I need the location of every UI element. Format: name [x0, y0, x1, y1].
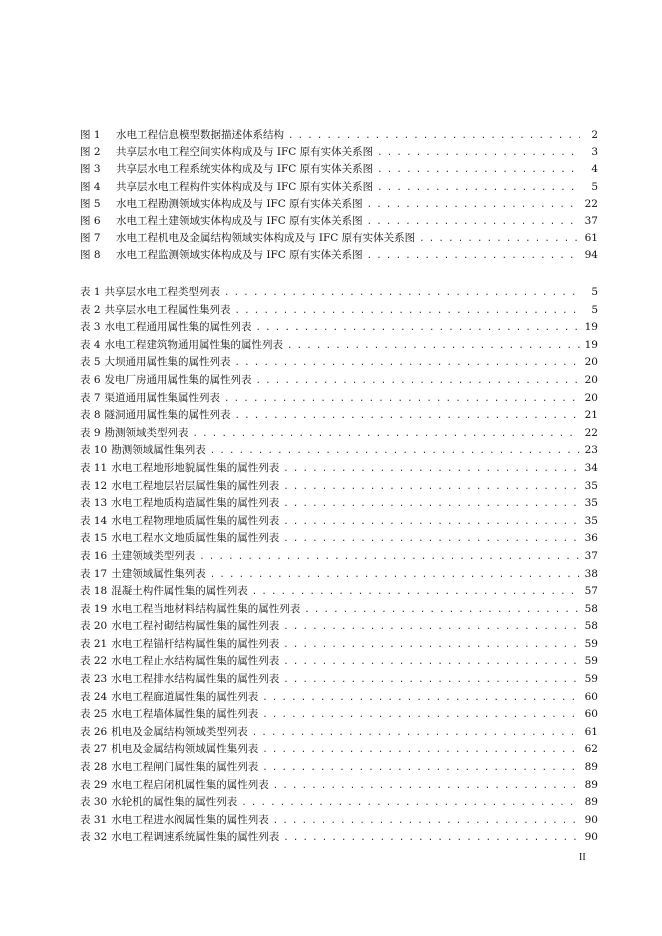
table-entry-label: 表 25: [80, 708, 108, 721]
dot-leader: [262, 760, 580, 778]
table-entry-title: 水电工程地形地貌属性集的属性列表: [111, 461, 280, 474]
figure-entry-label: 图 4: [80, 180, 101, 193]
figure-entry-page-number: 22: [584, 197, 598, 210]
table-entry-page-number: 58: [584, 602, 598, 615]
table-entry[interactable]: [80, 548, 598, 566]
table-entry-title: 水电工程地层岩层属性集的属性列表: [111, 479, 280, 492]
table-entry-title: 水电工程衬砌结构属性集的属性列表: [111, 620, 280, 633]
dot-leader: [235, 303, 580, 321]
table-entry-label: 表 28: [80, 761, 108, 774]
dot-leader: [210, 567, 580, 585]
table-entry[interactable]: [80, 530, 598, 548]
dot-leader: [377, 180, 580, 197]
dot-leader: [283, 479, 580, 497]
figure-entry-label: 图 5: [80, 197, 101, 210]
dot-leader: [210, 443, 580, 461]
dot-leader: [252, 584, 580, 602]
table-entry[interactable]: [80, 372, 598, 390]
table-entry-label: 表 4: [80, 338, 101, 351]
figure-entry[interactable]: [80, 213, 598, 230]
table-entry-page-number: 59: [584, 673, 598, 686]
dot-leader: [288, 128, 580, 145]
table-entry-page-number: 20: [584, 356, 598, 369]
dot-leader: [256, 320, 580, 338]
table-entry-label: 表 2: [80, 303, 101, 316]
table-entry-page-number: 34: [584, 461, 598, 474]
table-entry[interactable]: [80, 302, 598, 320]
table-entry-page-number: 35: [584, 514, 598, 527]
figure-entry[interactable]: [80, 144, 598, 161]
table-entry-page-number: 38: [584, 567, 598, 580]
figure-entry-label: 图 6: [80, 214, 101, 227]
table-entry[interactable]: [80, 478, 598, 496]
table-entry-title: 机电及金属结构领域类型列表: [111, 725, 248, 738]
table-entry-page-number: 89: [584, 778, 598, 791]
table-entry-label: 表 15: [80, 532, 108, 545]
dot-leader: [252, 725, 580, 743]
dot-leader: [283, 514, 580, 532]
table-entry[interactable]: [80, 495, 598, 513]
table-entry-page-number: 37: [584, 549, 598, 562]
table-entry-page-number: 36: [584, 532, 598, 545]
table-entry-page-number: 59: [584, 637, 598, 650]
table-entry-label: 表 31: [80, 813, 108, 826]
table-entry-page-number: 60: [584, 690, 598, 703]
page-number: II: [579, 852, 586, 863]
dot-leader: [283, 637, 580, 655]
table-entry-title: 水电工程进水阀属性集的属性列表: [111, 813, 269, 826]
table-entry-page-number: 60: [584, 708, 598, 721]
dot-leader: [283, 672, 580, 690]
table-entry[interactable]: [80, 337, 598, 355]
dot-leader: [367, 197, 580, 214]
table-entry-title: 发电厂房通用属性集的属性列表: [104, 373, 252, 386]
table-entry[interactable]: [80, 390, 598, 408]
table-entry-title: 混凝土构件属性集的属性列表: [111, 585, 248, 598]
table-entry-title: 水电工程墙体属性集的属性列表: [111, 708, 259, 721]
table-entry[interactable]: [80, 829, 598, 847]
figure-entry-title: 共享层水电工程系统实体构成及与 IFC 原有实体关系图: [116, 163, 374, 176]
figure-entry[interactable]: [80, 161, 598, 178]
figure-entry-label: 图 8: [80, 249, 101, 262]
dot-leader: [283, 496, 580, 514]
table-entry-page-number: 90: [584, 813, 598, 826]
dot-leader: [419, 231, 580, 248]
table-entry-page-number: 90: [584, 831, 598, 844]
figure-entry-title: 水电工程监测领域实体构成及与 IFC 原有实体关系图: [116, 249, 363, 262]
table-entry-label: 表 5: [80, 356, 101, 369]
table-entry-label: 表 13: [80, 497, 108, 510]
dot-leader: [367, 214, 580, 231]
table-entry-page-number: 89: [584, 796, 598, 809]
dot-leader: [304, 602, 580, 620]
table-entry-page-number: 62: [584, 743, 598, 756]
figure-entry-title: 共享层水电工程空间实体构成及与 IFC 原有实体关系图: [116, 146, 374, 159]
table-entry-page-number: 57: [584, 585, 598, 598]
table-entry[interactable]: [80, 442, 598, 460]
table-entry[interactable]: [80, 689, 598, 707]
figure-entry-page-number: 3: [591, 146, 598, 159]
figure-entry[interactable]: [80, 247, 598, 264]
table-entry-label: 表 22: [80, 655, 108, 668]
table-entry[interactable]: [80, 706, 598, 724]
table-entry-label: 表 29: [80, 778, 108, 791]
table-entry-label: 表 9: [80, 426, 101, 439]
table-entry[interactable]: [80, 407, 598, 425]
table-entry-title: 水电工程排水结构属性集的属性列表: [111, 673, 280, 686]
table-entry-title: 机电及金属结构领域属性集列表: [111, 743, 259, 756]
dot-leader: [283, 461, 580, 479]
dot-leader: [235, 355, 580, 373]
table-entry[interactable]: [80, 354, 598, 372]
dot-leader: [377, 162, 580, 179]
dot-leader: [283, 830, 580, 848]
table-entry-page-number: 20: [584, 373, 598, 386]
table-entry-label: 表 7: [80, 391, 101, 404]
figure-entry-label: 图 7: [80, 232, 101, 245]
dot-leader: [256, 373, 580, 391]
figure-entry-page-number: 94: [584, 249, 598, 262]
table-entry[interactable]: [80, 724, 598, 742]
table-entry-title: 水电工程锚杆结构属性集的属性列表: [111, 637, 280, 650]
table-entry-title: 共享层水电工程属性集列表: [104, 303, 231, 316]
table-entry-page-number: 5: [591, 303, 598, 316]
figure-entry-label: 图 1: [80, 129, 101, 141]
table-entry-label: 表 20: [80, 620, 108, 633]
figure-entry-page-number: 61: [584, 232, 598, 245]
table-entry[interactable]: [80, 777, 598, 795]
table-entry[interactable]: [80, 636, 598, 654]
table-entry-label: 表 24: [80, 690, 108, 703]
table-entry-title: 水电工程物理地质属性集的属性列表: [111, 514, 280, 527]
table-entry-title: 勘测领域类型列表: [104, 426, 189, 439]
figure-entry[interactable]: [80, 196, 598, 213]
table-entry-label: 表 26: [80, 725, 108, 738]
table-entry[interactable]: [80, 319, 598, 337]
table-entry[interactable]: [80, 460, 598, 478]
table-entry-page-number: 22: [584, 426, 598, 439]
figure-entry-title: 水电工程机电及金属结构领域实体构成及与 IFC 原有实体关系图: [116, 232, 416, 245]
table-entry-page-number: 20: [584, 391, 598, 404]
table-entry-page-number: 89: [584, 761, 598, 774]
dot-leader: [235, 408, 580, 426]
table-entry[interactable]: [80, 284, 598, 302]
dot-leader: [377, 145, 580, 162]
table-entry-page-number: 59: [584, 655, 598, 668]
table-entry-label: 表 27: [80, 743, 108, 756]
dot-leader: [262, 742, 580, 760]
table-entry[interactable]: [80, 794, 598, 812]
dot-leader: [241, 795, 580, 813]
table-entry-label: 表 14: [80, 514, 108, 527]
table-list: [80, 284, 598, 847]
table-entry-label: 表 17: [80, 567, 108, 580]
table-entry-title: 水电工程止水结构属性集的属性列表: [111, 655, 280, 668]
dot-leader: [224, 285, 580, 303]
table-entry-title: 土建领域类型列表: [111, 549, 196, 562]
figure-entry-page-number: 4: [591, 163, 598, 176]
figure-entry-page-number: 37: [584, 214, 598, 227]
table-entry[interactable]: [80, 653, 598, 671]
figure-entry-title: 水电工程勘测领域实体构成及与 IFC 原有实体关系图: [116, 197, 363, 210]
table-entry[interactable]: [80, 741, 598, 759]
table-entry-label: 表 1: [80, 286, 101, 298]
table-entry[interactable]: [80, 566, 598, 584]
dot-leader: [199, 549, 580, 567]
dot-leader: [283, 619, 580, 637]
dot-leader: [262, 690, 580, 708]
dot-leader: [273, 813, 580, 831]
table-entry-page-number: 61: [584, 725, 598, 738]
table-entry-title: 土建领域属性集列表: [111, 567, 206, 580]
table-entry-page-number: 35: [584, 479, 598, 492]
table-entry[interactable]: [80, 812, 598, 830]
table-entry-title: 水电工程通用属性集的属性列表: [104, 321, 252, 334]
dot-leader: [367, 248, 580, 265]
table-entry-title: 水电工程当地材料结构属性集的属性列表: [111, 602, 301, 615]
table-entry-page-number: 19: [584, 321, 598, 334]
dot-leader: [283, 531, 580, 549]
table-entry-page-number: 19: [584, 338, 598, 351]
dot-leader: [193, 426, 580, 444]
table-entry-title: 水电工程建筑物通用属性集的属性列表: [104, 338, 284, 351]
table-entry-label: 表 21: [80, 637, 108, 650]
table-entry-page-number: 23: [584, 444, 598, 457]
table-entry-page-number: 58: [584, 620, 598, 633]
table-entry[interactable]: [80, 671, 598, 689]
figure-entry[interactable]: [80, 127, 598, 144]
figure-entry-label: 图 3: [80, 163, 101, 176]
figure-entry[interactable]: [80, 179, 598, 196]
table-entry-page-number: 35: [584, 497, 598, 510]
table-entry[interactable]: [80, 513, 598, 531]
table-entry-title: 隧洞通用属性集的属性列表: [104, 409, 231, 422]
figure-entry-title: 水电工程信息模型数据描述体系结构: [116, 129, 284, 141]
table-entry-title: 渠道通用属性集属性列表: [104, 391, 221, 404]
table-entry[interactable]: [80, 425, 598, 443]
dot-leader: [283, 654, 580, 672]
dot-leader: [287, 338, 580, 356]
figure-entry-page-number: 2: [591, 129, 598, 141]
table-entry-title: 大坝通用属性集的属性列表: [104, 356, 231, 369]
table-entry-page-number: 5: [591, 286, 598, 298]
figure-entry-title: 水电工程土建领域实体构成及与 IFC 原有实体关系图: [116, 214, 363, 227]
table-entry-title: 水电工程调速系统属性集的属性列表: [111, 831, 280, 844]
table-entry-page-number: 21: [584, 409, 598, 422]
table-entry[interactable]: [80, 601, 598, 619]
dot-leader: [224, 391, 580, 409]
table-entry-title: 水电工程廊道属性集的属性列表: [111, 690, 259, 703]
figure-entry[interactable]: [80, 230, 598, 247]
table-entry-label: 表 12: [80, 479, 108, 492]
table-entry-label: 表 8: [80, 409, 101, 422]
table-entry-label: 表 23: [80, 673, 108, 686]
table-entry-title: 勘测领域属性集列表: [111, 444, 206, 457]
table-entry-label: 表 30: [80, 796, 108, 809]
table-entry-label: 表 16: [80, 549, 108, 562]
figure-entry-page-number: 5: [591, 180, 598, 193]
table-entry-title: 水轮机的属性集的属性列表: [111, 796, 238, 809]
table-entry-title: 水电工程水文地质属性集的属性列表: [111, 532, 280, 545]
table-entry[interactable]: [80, 759, 598, 777]
table-entry[interactable]: [80, 618, 598, 636]
table-entry-label: 表 32: [80, 831, 108, 844]
table-entry-label: 表 10: [80, 444, 108, 457]
figure-list: [80, 127, 598, 265]
table-entry-title: 共享层水电工程类型列表: [104, 286, 221, 298]
table-entry-label: 表 3: [80, 321, 101, 334]
figure-entry-label: 图 2: [80, 146, 101, 159]
dot-leader: [262, 707, 580, 725]
table-entry-title: 水电工程启闭机属性集的属性列表: [111, 778, 269, 791]
table-entry-title: 水电工程闸门属性集的属性列表: [111, 761, 259, 774]
table-entry-label: 表 11: [80, 461, 108, 474]
table-entry-title: 水电工程地质构造属性集的属性列表: [111, 497, 280, 510]
table-entry-label: 表 18: [80, 585, 108, 598]
table-entry-label: 表 6: [80, 373, 101, 386]
table-entry-label: 表 19: [80, 602, 108, 615]
figure-entry-title: 共享层水电工程构件实体构成及与 IFC 原有实体关系图: [116, 180, 374, 193]
dot-leader: [273, 778, 580, 796]
table-entry[interactable]: [80, 583, 598, 601]
